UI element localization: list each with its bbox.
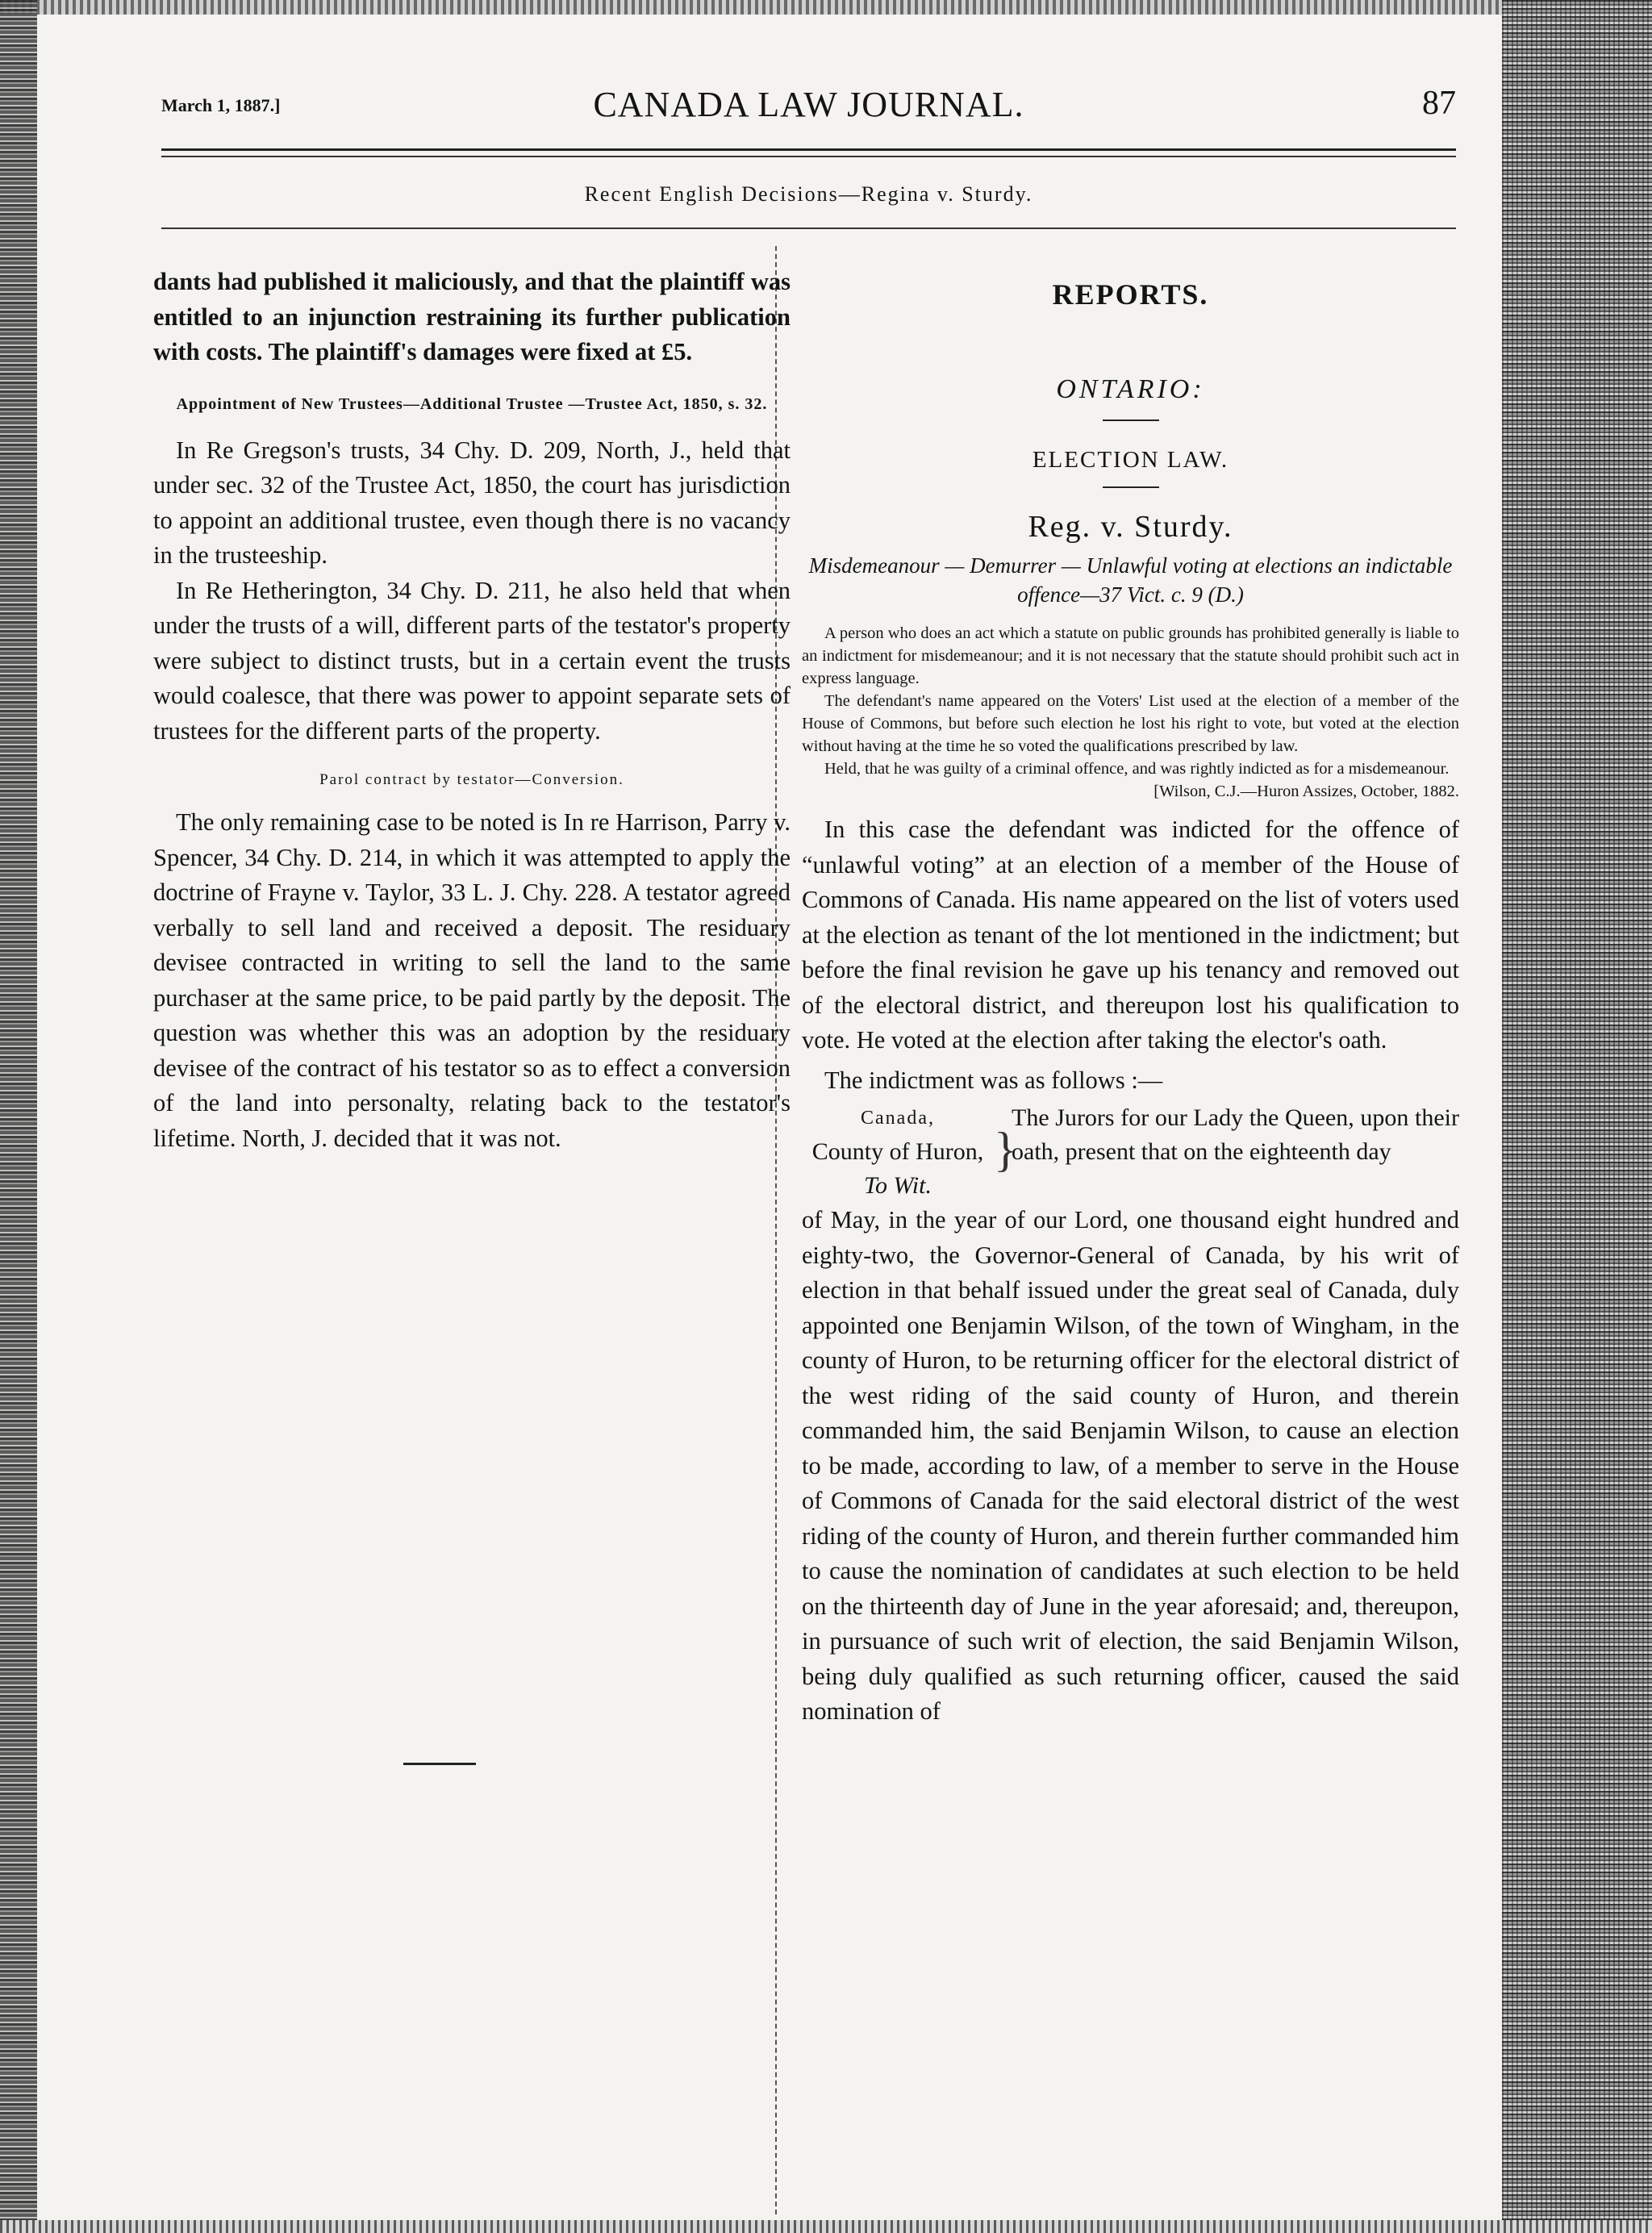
case-citation: [Wilson, C.J.—Huron Assizes, October, 1882.	[1153, 783, 1459, 800]
journal-title: CANADA LAW JOURNAL.	[593, 85, 1024, 124]
header-rule-thin	[161, 156, 1456, 157]
paragraph-indictment-intro: The indictment was as follows :—	[824, 1066, 1163, 1094]
header-rule	[161, 148, 1456, 151]
paragraph-re-harrison: The only remaining case to be noted is In re Harrison, Parry v. Spencer, 34 Chy. D. 214, in which it was attempted to apply the doctrine of Frayne v. Taylor, 33 L. J. Chy. 228. A testator agreed verbally to sell land and received a deposit. The residuary devisee contracted in writing to sell the land to the same purchaser at the same price, to be paid partly by the deposit. The question was whether this was an adoption by the residuary devisee of the contract of his testator so as to effect a conversion of the land into personalty, relating back to the testator's lifetime. North, J. decided that it was not.	[153, 808, 791, 1152]
case-headnote: Misdemeanour — Demurrer — Unlawful voting at elections an indictable offence—37 Vict. c. 9 (D.)	[808, 553, 1453, 607]
indictment-venue	[802, 1101, 994, 1203]
left-column	[153, 265, 791, 1156]
venue-to-wit: To Wit.	[864, 1172, 932, 1199]
reports-heading: REPORTS.	[1052, 278, 1209, 311]
venue-country: Canada,	[861, 1108, 935, 1129]
section-heading-trustees: Appointment of New Trustees—Additional Trustee —Trustee Act, 1850, s. 32.	[176, 394, 768, 413]
paragraph-indictment-continued: of May, in the year of our Lord, one thousand eight hundred and eighty-two, the Governor-General of Canada, by his writ of election in that behalf issued under the great seal of Canada, duly appointed one Benjamin Wilson, of the town of Wingham, in the county of Huron, to be returning officer for the electoral district of the west riding of the said county of Huron, and therein commanded him, the said Benjamin Wilson, to cause an election to be made, according to law, of a member to serve in the House of Commons of Canada for the said electoral district of the west riding of the county of Huron, and therein further commanded him to cause the nomination of candidates at such election to be held on the thirteenth day of June in the year aforesaid; and, thereupon, in pursuance of such writ of election, the said Benjamin Wilson, being duly qualified as such returning officer, caused the said nomination of	[802, 1206, 1459, 1725]
scan-edge-right	[1502, 0, 1652, 2233]
province-heading: ONTARIO:	[1056, 374, 1205, 404]
venue-county: County of Huron,	[811, 1138, 984, 1165]
continuation-paragraph: dants had published it maliciously, and that the plaintiff was entitled to an injunction restraining its further publication with costs. The plaintiff's damages were fixed at £5.	[153, 268, 791, 365]
headnote-para-3: Held, that he was guilty of a criminal offence, and was rightly indicted as for a misdemeanour.	[824, 760, 1450, 778]
paragraph-case-facts: In this case the defendant was indicted for the offence of “unlawful voting” at an election of a member of the House of Commons of Canada. His name appeared on the list of voters used at the election as tenant of the lot mentioned in the indictment; but before the final revision he gave up his tenancy and removed out of the electoral district, and thereupon lost his qualification to vote. He voted at the election after taking the elector's oath.	[802, 816, 1459, 1054]
paragraph-re-hetherington: In Re Hetherington, 34 Chy. D. 211, he also held that when under the trusts of a will, different parts of the testator's property were subject to distinct trusts, but in a certain event the trusts would coalesce, that there was power to appoint separate sets of trustees for the different parts of the property.	[153, 576, 791, 745]
page-number: 87	[1422, 85, 1456, 122]
section-running-title: Recent English Decisions—Regina v. Sturdy.	[584, 182, 1033, 206]
subject-heading: ELECTION LAW.	[1032, 447, 1229, 473]
case-title: Reg. v. Sturdy.	[1028, 510, 1233, 544]
journal-page	[121, 0, 1496, 2233]
section-rule	[161, 227, 1456, 229]
scan-edge-left	[0, 0, 37, 2233]
indictment-block	[802, 1101, 1459, 1203]
curly-brace-icon: }	[994, 1123, 1017, 1176]
article-end-rule	[403, 1763, 476, 1765]
headnote-para-2: The defendant's name appeared on the Voters' List used at the election of a member of the House of Commons, but before such election he lost his right to vote, but voted at the election without having at the time he so voted the qualifications prescribed by law.	[802, 692, 1459, 755]
indictment-opening-text: The Jurors for our Lady the Queen, upon their oath, present that on the eighteenth day	[1012, 1104, 1459, 1165]
headnote-para-1: A person who does an act which a statute on public grounds has prohibited generally is liable to an indictment for misdemeanour; and it is not necessary that the statute should prohibit such act in express language.	[802, 624, 1459, 687]
running-head	[161, 84, 1456, 132]
paragraph-re-gregson: In Re Gregson's trusts, 34 Chy. D. 209, North, J., held that under sec. 32 of the Trustee Act, 1850, the court has jurisdiction to appoint an additional trustee, even though there is no vacancy in the trusteeship.	[153, 436, 791, 569]
issue-date: March 1, 1887.]	[161, 95, 281, 115]
section-heading-parol-contract: Parol contract by testator—Conversion.	[319, 771, 624, 788]
right-column	[802, 265, 1459, 1730]
